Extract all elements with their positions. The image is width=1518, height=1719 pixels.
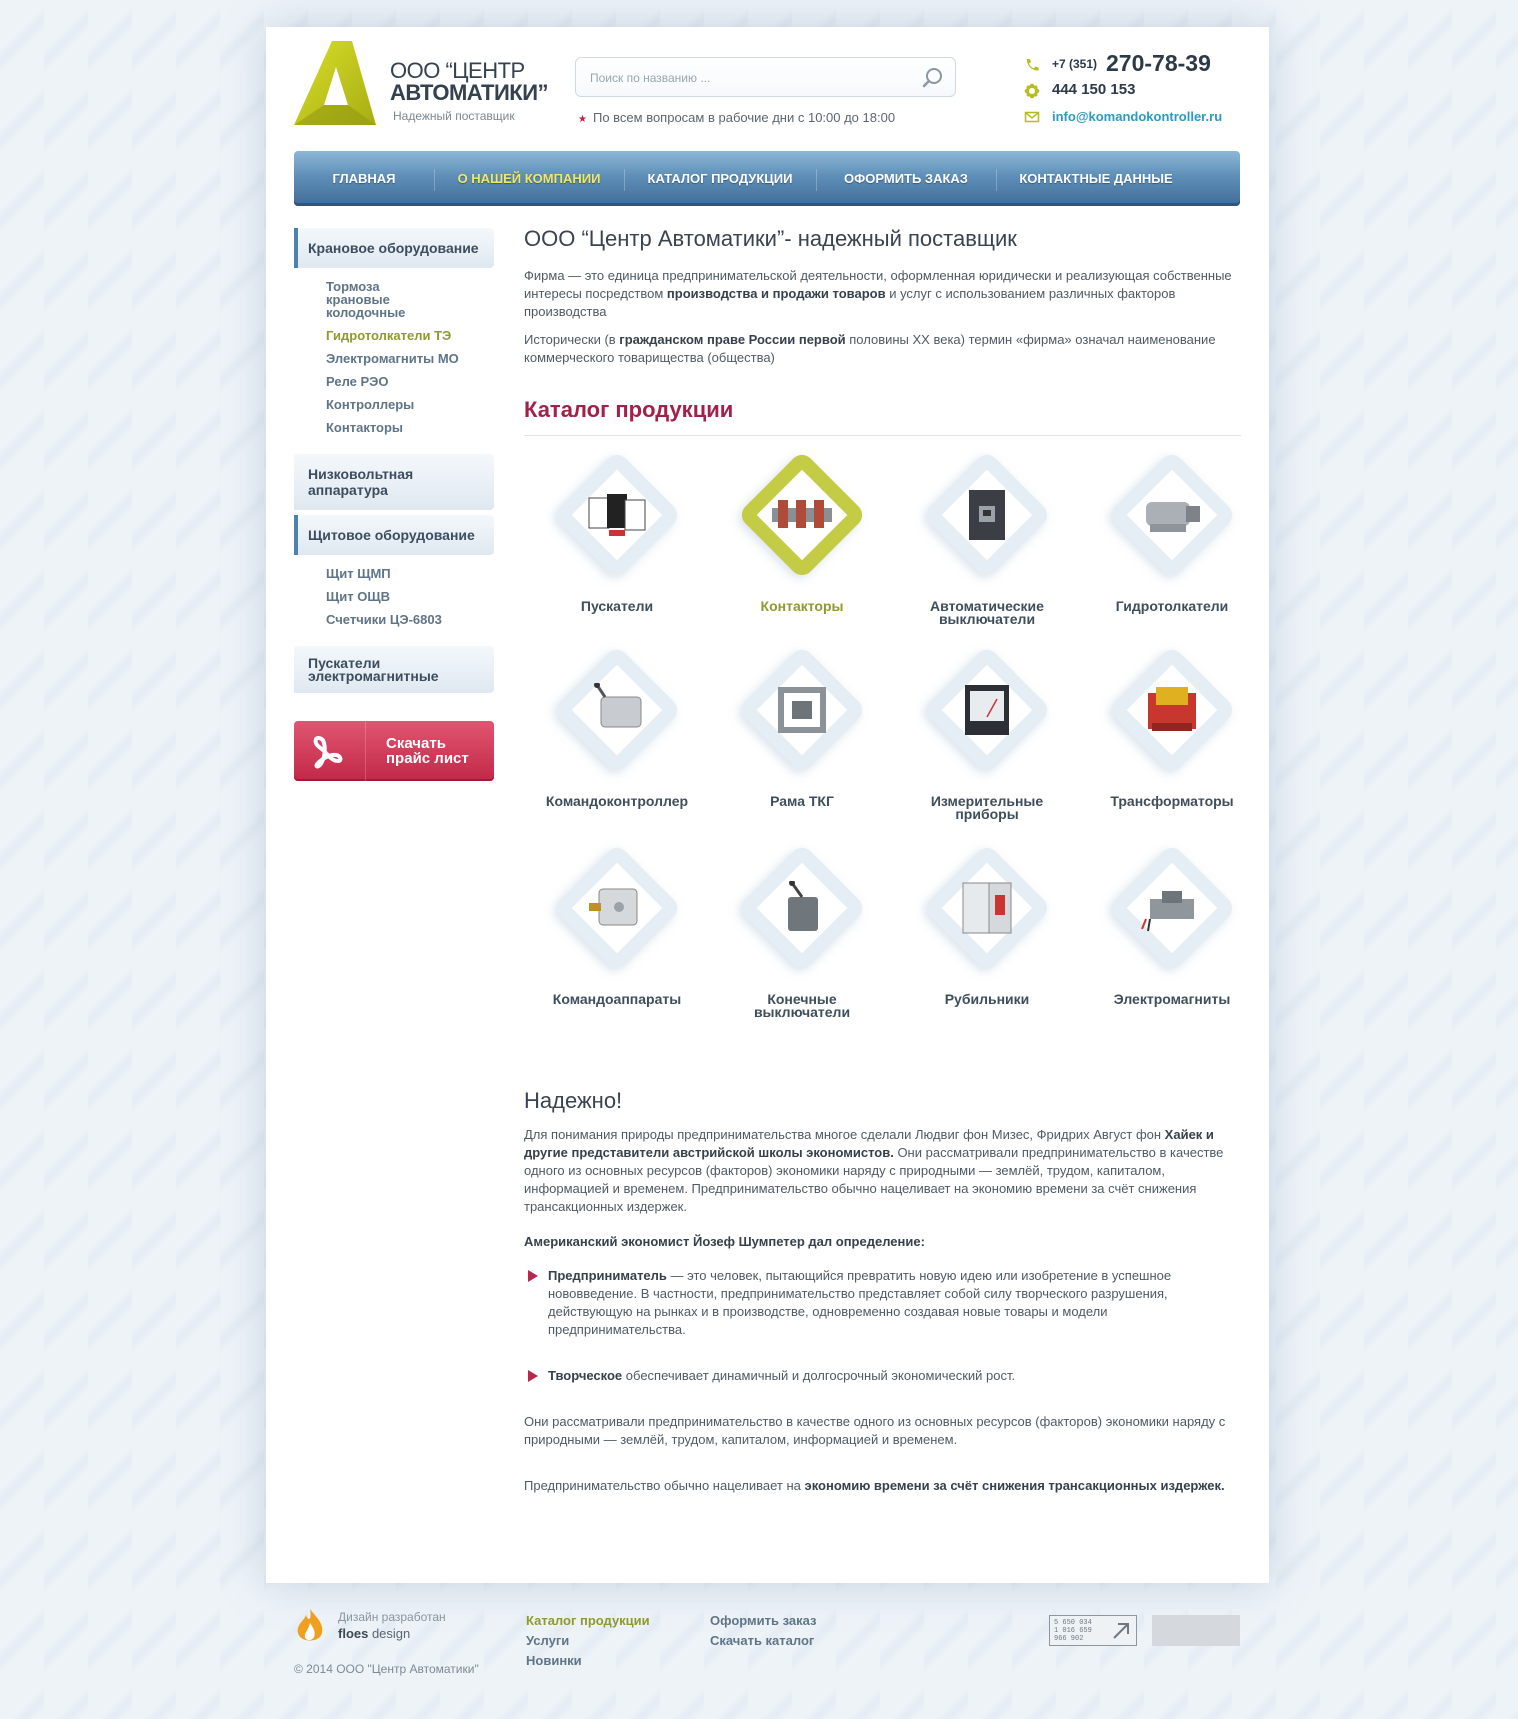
icq-flower-icon xyxy=(1024,83,1040,99)
sidebar-item-contactors[interactable]: Контакторы xyxy=(326,420,404,435)
visit-counter[interactable] xyxy=(1049,1615,1137,1646)
p5-text-a: Предпринимательство обычно нацеливает на xyxy=(524,1478,805,1493)
catalog-label xyxy=(709,600,895,613)
meter-icon xyxy=(955,683,1019,737)
catalog-label-line1: Командоаппараты xyxy=(552,991,682,1007)
catalog-tile xyxy=(737,450,867,580)
sidebar-item-meters[interactable]: Счетчики ЦЭ-6803 xyxy=(326,612,442,627)
designer-caption: Дизайн разработан xyxy=(338,1610,446,1624)
counter-line-2: 1 016 659 xyxy=(1054,1627,1092,1635)
p1-text-c: и услуг с использованием различных факторов производства xyxy=(524,286,1176,319)
p3-text-b: Хайек и другие представители австрийской школы экономистов. xyxy=(524,1127,1214,1160)
logo-line2: АВТОМАТИКИ” xyxy=(390,80,549,105)
catalog-tile xyxy=(922,843,1052,973)
search-input[interactable] xyxy=(590,68,910,88)
price-line1: Скачать xyxy=(386,735,446,752)
price-line2: прайс лист xyxy=(386,750,469,767)
catalog-label xyxy=(894,795,1080,821)
counter-placeholder[interactable] xyxy=(1152,1615,1240,1646)
slogan: Надежный поставщик xyxy=(393,109,515,123)
p3-text-c: Они рассматривали предпринимательство в качестве одного из основных ресурсов (факторов) экономики наряду с природными — землёй, трудом, капиталом, информацией и временем. Предпринимательство обычно нацеливает на экономию времени за счёт снижения трансакционных издержек. xyxy=(524,1145,1224,1214)
phone2-row xyxy=(1024,79,1264,105)
definition-lead: Американский экономист Йозеф Шумпетер дал определение: xyxy=(524,1234,925,1249)
catalog-label-line1: Командоконтроллер xyxy=(545,793,689,809)
footer-link-order[interactable]: Оформить заказ xyxy=(710,1613,817,1628)
sidebar-cat-panel[interactable]: Щитовое оборудование xyxy=(294,515,494,555)
bullet-item-2 xyxy=(524,1367,1241,1385)
p5-text-b: экономию времени за счёт снижения трансакционных издержек. xyxy=(804,1478,1225,1493)
catalog-tile xyxy=(1107,645,1237,775)
command-device-icon xyxy=(585,881,649,935)
starters-line1: Пускатели xyxy=(308,655,381,671)
price-label xyxy=(386,736,486,766)
catalog-tile xyxy=(1107,450,1237,580)
search-icon[interactable] xyxy=(921,66,945,90)
catalog-label xyxy=(1079,993,1265,1006)
working-hours xyxy=(578,110,895,125)
section-title: Надежно! xyxy=(524,1088,623,1113)
catalog-label-line1: Трансформаторы xyxy=(1110,793,1234,809)
p2-text-c: половины XX века) термин «фирма» означал наименование коммерческого товарищества (общества) xyxy=(524,332,1216,365)
catalog-label xyxy=(524,600,710,613)
catalog-item-switches[interactable] xyxy=(894,843,1080,1038)
catalog-label xyxy=(709,993,895,1019)
catalog-item-command-controller[interactable] xyxy=(524,645,710,840)
sidebar-item-magnets[interactable]: Электромагниты МО xyxy=(326,351,459,366)
hours-text: По всем вопросам в рабочие дни с 10:00 до 18:00 xyxy=(592,110,896,125)
catalog-item-starters[interactable] xyxy=(524,450,710,645)
nav-link-catalog[interactable]: КАТАЛОГ ПРОДУКЦИИ xyxy=(647,171,793,186)
bullet-item-1 xyxy=(524,1267,1241,1339)
page-title: ООО “Центр Автоматики”- надежный поставщик xyxy=(524,226,1017,251)
sidebar-item-oshv[interactable]: Щит ОЩВ xyxy=(326,589,390,604)
sidebar-sublist-crane xyxy=(294,268,494,454)
catalog-item-contactors[interactable] xyxy=(709,450,895,645)
catalog-tile xyxy=(922,645,1052,775)
logo-line1: ООО “ЦЕНТР xyxy=(390,58,525,83)
catalog-label-line1: Измерительные xyxy=(930,793,1044,809)
limit-switch-icon xyxy=(770,881,834,935)
catalog-tile xyxy=(552,645,682,775)
designer-suffix: design xyxy=(368,1626,411,1641)
catalog-tile xyxy=(737,645,867,775)
hydro-pusher-icon xyxy=(1140,488,1204,542)
catalog-label-line1: Рубильники xyxy=(944,991,1030,1007)
sidebar xyxy=(294,228,494,781)
catalog-label-line1: Электромагниты xyxy=(1113,991,1231,1007)
section-paragraph-3 xyxy=(524,1477,1241,1495)
footer-link-services[interactable]: Услуги xyxy=(526,1633,570,1648)
bullet-2-term: Творческое xyxy=(548,1368,623,1383)
catalog-label-line1: Автоматические xyxy=(930,598,1044,614)
search-box xyxy=(575,57,956,97)
bullet-2-text: обеспечивает динамичный и долгосрочный экономический рост. xyxy=(622,1368,1016,1383)
transformer-icon xyxy=(1140,683,1204,737)
catalog-item-command-devices[interactable] xyxy=(524,843,710,1038)
sidebar-item-controllers[interactable]: Контроллеры xyxy=(326,397,415,412)
intro-paragraph-1 xyxy=(524,267,1241,321)
nav-item-home xyxy=(294,151,434,206)
designer-name: floes xyxy=(338,1626,369,1641)
contacts-block xyxy=(1024,50,1264,131)
contactor-icon xyxy=(770,488,834,542)
phone-number-2[interactable]: 444 150 153 xyxy=(1052,81,1136,98)
email-link[interactable]: info@komandokontroller.ru xyxy=(1052,109,1223,124)
bullet-1-text: — это человек, пытающийся превратить новую идею или изобретение в успешное нововведение. В частности, предпринимательство представляет собой силу творческого разрушения, действующую на рынках и в производстве, одновременно создавая новые товары и модели предпринимательства. xyxy=(548,1268,1172,1337)
catalog-tile xyxy=(552,450,682,580)
catalog-label xyxy=(709,795,895,808)
section-paragraph-2: Они рассматривали предпринимательство в качестве одного из основных ресурсов (факторов) экономики наряду с природными — землёй, трудом, капиталом, информацией и временем. xyxy=(524,1414,1226,1447)
catalog-grid xyxy=(524,450,1241,1040)
sidebar-item-brakes[interactable]: Тормоза крановые колодочные xyxy=(326,279,406,320)
phone-prefix: +7 (351) xyxy=(1052,57,1098,71)
catalog-item-limit-switches[interactable] xyxy=(709,843,895,1038)
main-nav xyxy=(294,151,1240,206)
nav-item-about xyxy=(434,151,624,206)
counter-line-1: 5 650 034 xyxy=(1054,1619,1092,1627)
nav-link-home[interactable]: ГЛАВНАЯ xyxy=(332,171,396,186)
footer xyxy=(294,1607,1244,1697)
catalog-label-line2: выключатели xyxy=(753,1004,851,1020)
nav-link-about[interactable]: О НАШЕЙ КОМПАНИИ xyxy=(457,171,601,186)
catalog-label xyxy=(524,795,710,808)
sidebar-cat-crane[interactable]: Крановое оборудование xyxy=(294,228,494,268)
starters-line2: электромагнитные xyxy=(308,668,439,684)
sidebar-item-shmp[interactable]: Щит ЩМП xyxy=(326,566,391,581)
p2-text-b: гражданском праве России первой xyxy=(619,332,846,347)
counter-line-3: 966 902 xyxy=(1054,1635,1084,1643)
catalog-label-line1: Конечные xyxy=(767,991,837,1007)
footer-links-col1 xyxy=(526,1613,650,1673)
envelope-icon xyxy=(1024,109,1040,125)
nav-link-contacts[interactable]: КОНТАКТНЫЕ ДАННЫЕ xyxy=(1019,171,1173,186)
sidebar-item-hydro[interactable]: Гидротолкатели ТЭ xyxy=(326,328,452,343)
arrow-icon xyxy=(1110,1621,1132,1641)
catalog-item-meters[interactable] xyxy=(894,645,1080,840)
footer-links-col2 xyxy=(710,1613,816,1653)
catalog-label xyxy=(524,993,710,1006)
catalog-label-line1: Пускатели xyxy=(580,598,654,614)
price-icon-box xyxy=(294,721,366,781)
email-row xyxy=(1024,105,1264,131)
sidebar-cat-starters[interactable] xyxy=(294,646,494,693)
catalog-label xyxy=(894,993,1080,1006)
sidebar-sublist-panel xyxy=(294,555,494,646)
pdf-icon xyxy=(294,721,366,781)
catalog-label-line1: Гидротолкатели xyxy=(1115,598,1229,614)
catalog-tile xyxy=(922,450,1052,580)
catalog-tile xyxy=(737,843,867,973)
catalog-title: Каталог продукции xyxy=(524,397,1241,436)
footer-link-new[interactable]: Новинки xyxy=(526,1653,582,1668)
intro-paragraph-2 xyxy=(524,331,1241,367)
nav-item-order xyxy=(816,151,996,206)
nav-link-order[interactable]: ОФОРМИТЬ ЗАКАЗ xyxy=(844,171,968,186)
command-controller-icon xyxy=(585,683,649,737)
catalog-label-line1: Рама ТКГ xyxy=(770,793,834,809)
logo-text[interactable] xyxy=(390,60,548,104)
nav-item-contacts xyxy=(996,151,1196,206)
footer-link-catalog[interactable]: Каталог продукции xyxy=(526,1613,650,1628)
catalog-label-line2: приборы xyxy=(955,806,1019,822)
phone-icon xyxy=(1024,57,1040,73)
catalog-item-frame[interactable] xyxy=(709,645,895,840)
copyright: © 2014 ООО "Центр Автоматики" xyxy=(294,1662,479,1676)
download-price-button[interactable] xyxy=(294,721,494,781)
sidebar-item-relay[interactable]: Реле РЭО xyxy=(326,374,389,389)
designer-link[interactable] xyxy=(338,1626,410,1641)
frame-icon xyxy=(770,683,834,737)
sidebar-cat-lowvoltage[interactable]: Низковольтная аппаратура xyxy=(294,454,494,510)
flame-logo-icon[interactable] xyxy=(294,1607,326,1647)
p3-text-a: Для понимания природы предпринимательства многое сделали Людвиг фон Мизес, Фридрих Август фон xyxy=(524,1127,1165,1142)
catalog-item-electromagnets[interactable] xyxy=(1079,843,1265,1038)
starter-icon xyxy=(585,488,649,542)
catalog-item-hydro[interactable] xyxy=(1079,450,1265,645)
nav-item-catalog xyxy=(624,151,816,206)
catalog-label-line1: Контакторы xyxy=(760,598,844,614)
catalog-tile xyxy=(552,843,682,973)
catalog-label xyxy=(1079,600,1265,613)
catalog-label xyxy=(894,600,1080,626)
p1-text-b: производства и продажи товаров xyxy=(666,286,886,301)
p1-text-a: Фирма — это единица предпринимательской деятельности, оформленная юридически и реализующая собственные интересы посредством xyxy=(524,268,1232,301)
catalog-label-line2: выключатели xyxy=(938,611,1036,627)
breaker-icon xyxy=(955,488,1019,542)
page-container xyxy=(266,27,1269,1583)
catalog-tile xyxy=(1107,843,1237,973)
catalog-item-transformers[interactable] xyxy=(1079,645,1265,840)
phone-row xyxy=(1024,50,1264,79)
main-content xyxy=(524,226,1241,1505)
footer-link-download[interactable]: Скачать каталог xyxy=(710,1633,815,1648)
catalog-item-breakers[interactable] xyxy=(894,450,1080,645)
star-icon: ★ xyxy=(578,114,587,125)
phone-number[interactable]: 270-78-39 xyxy=(1106,50,1211,76)
logo-icon[interactable] xyxy=(294,41,376,125)
electromagnet-icon xyxy=(1140,881,1204,935)
p2-text-a: Исторически (в xyxy=(524,332,620,347)
section-paragraph-1 xyxy=(524,1126,1241,1216)
knife-switch-icon xyxy=(955,881,1019,935)
catalog-label xyxy=(1079,795,1265,808)
bullet-1-term: Предприниматель xyxy=(548,1268,667,1283)
